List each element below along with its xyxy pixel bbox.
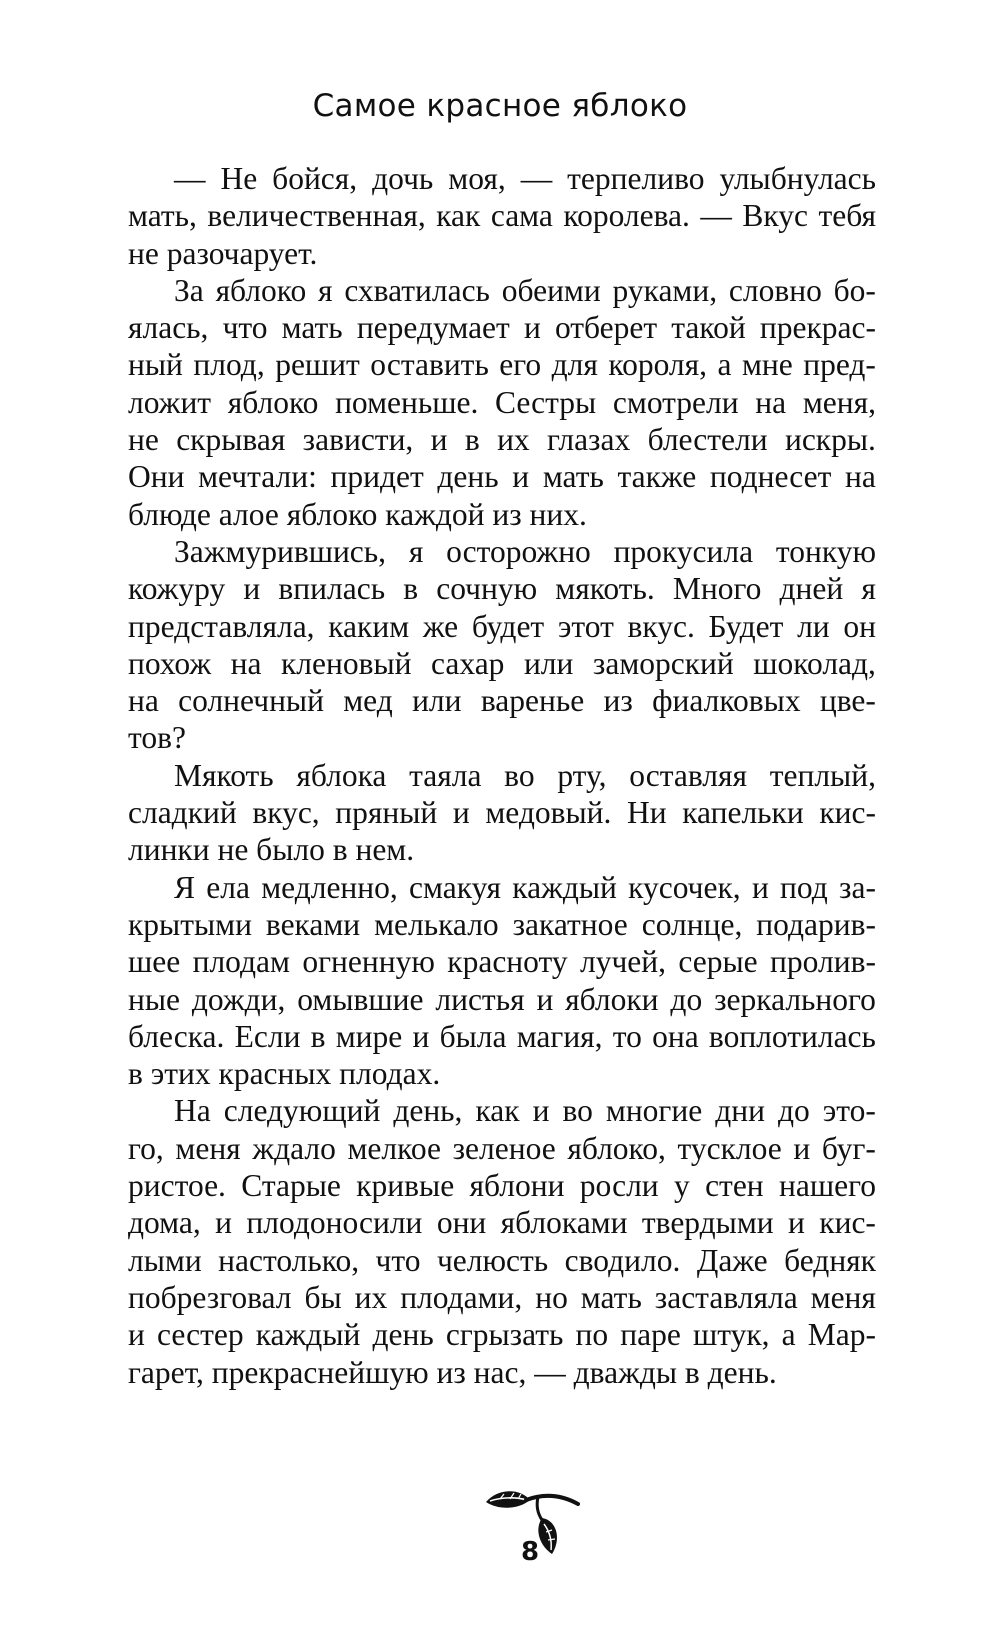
text-line: Зажмурившись, я осторожно прокусила тонкую xyxy=(174,533,876,569)
text-line: на солнечный мед или варенье из фиалковых цве- xyxy=(128,683,876,719)
text-line: ные дожди, омывшие листья и яблоки до зеркального xyxy=(128,981,876,1017)
paragraph xyxy=(128,1092,876,1390)
text-line: Я ела медленно, смакуя каждый кусочек, и под за- xyxy=(174,869,876,905)
text-line: в этих красных плодах. xyxy=(128,1056,441,1092)
text-line: блюде алое яблоко каждой из них. xyxy=(128,496,587,532)
text-line: гарет, прекраснейшую из нас, — дважды в день. xyxy=(128,1354,777,1390)
chapter-title: Самое красное яблоко xyxy=(312,88,688,124)
text-line: блеска. Если в мире и была магия, то она воплотилась xyxy=(128,1018,876,1054)
paragraph xyxy=(128,160,876,272)
text-line: Они мечтали: придет день и мать также поднесет на xyxy=(128,459,876,495)
body-text xyxy=(128,160,876,1391)
apple-branch-icon xyxy=(480,1480,590,1590)
text-line: го, меня ждало мелкое зеленое яблоко, тусклое и буг- xyxy=(128,1130,876,1166)
text-line: тов? xyxy=(128,720,186,756)
text-line: ристое. Старые кривые яблони росли у стен нашего xyxy=(128,1168,876,1204)
text-line: шее плодам огненную красноту лучей, серые пролив- xyxy=(128,944,876,980)
paragraph xyxy=(128,533,876,757)
text-line: линки не было в нем. xyxy=(128,832,415,868)
text-line: ложит яблоко поменьше. Сестры смотрели на меня, xyxy=(128,384,876,420)
text-line: — Не бойся, дочь моя, — терпеливо улыбнулась xyxy=(174,161,876,196)
paragraph xyxy=(128,272,876,533)
text-line: и сестер каждый день сгрызать по паре штук, а Мар- xyxy=(128,1317,876,1353)
paragraph xyxy=(128,757,876,869)
text-line: Мякоть яблока таяла во рту, оставляя теплый, xyxy=(174,757,876,793)
text-line: ялась, что мать передумает и отберет такой прекрас- xyxy=(128,310,876,346)
paragraph xyxy=(128,869,876,1093)
text-line: представляла, каким же будет этот вкус. Будет ли он xyxy=(128,608,876,644)
text-line: сладкий вкус, пряный и медовый. Ни капельки кис- xyxy=(128,795,876,831)
text-line: На следующий день, как и во многие дни до это- xyxy=(174,1093,876,1129)
text-line: побрезговал бы их плодами, но мать заставляла меня xyxy=(128,1279,876,1315)
text-line: не разочарует. xyxy=(128,235,318,271)
text-line: кожуру и впилась в сочную мякоть. Много дней я xyxy=(128,571,876,607)
text-line: За яблоко я схватилась обеими руками, словно бо- xyxy=(174,272,876,308)
text-line: крытыми веками мелькало закатное солнце, подарив- xyxy=(128,906,876,942)
text-line: дома, и плодоносили они яблоками твердыми и кис- xyxy=(128,1205,876,1241)
text-line: мать, величественная, как сама королева. — Вкус тебя xyxy=(128,198,876,234)
page-number: 8 xyxy=(520,1537,540,1567)
text-line: ный плод, решит оставить его для короля, а мне пред- xyxy=(128,347,876,383)
text-line: лыми настолько, что челюсть сводило. Даже бедняк xyxy=(128,1242,876,1278)
text-line: похож на кленовый сахар или заморский шоколад, xyxy=(128,645,876,681)
text-line: не скрывая зависти, и в их глазах блестели искры. xyxy=(128,422,876,458)
